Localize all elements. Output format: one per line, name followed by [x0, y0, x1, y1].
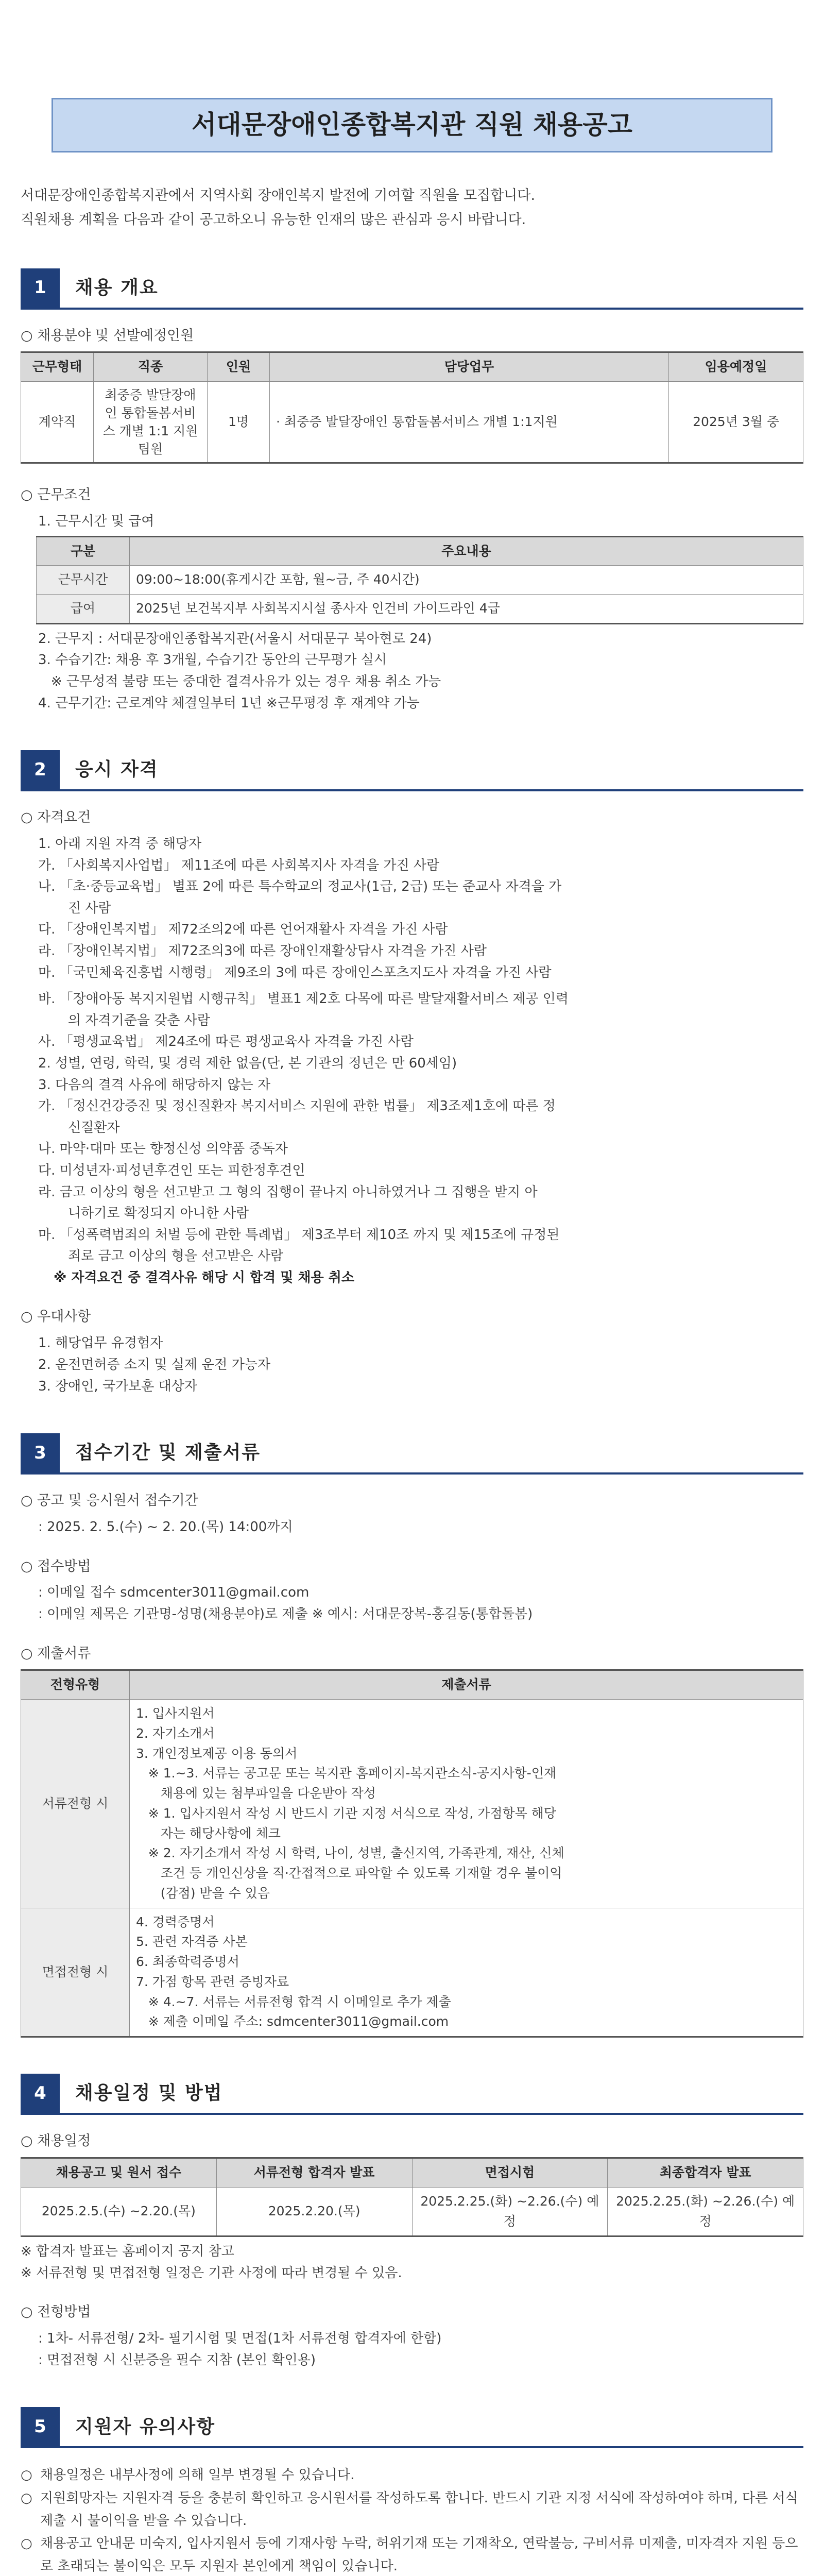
qualification-line: 죄로 금고 이상의 형을 선고받은 사람 — [68, 1248, 284, 1264]
table-cell: 계약직 — [21, 382, 94, 463]
qualification-line: 3. 다음의 결격 사유에 해당하지 않는 자 — [38, 1077, 271, 1093]
section-title: 응시 자격 — [75, 759, 159, 781]
list-item: 3. 개인정보제공 이용 동의서 — [136, 1745, 298, 1761]
list-item: ※ 4.~7. 서류는 서류전형 합격 시 이메일로 추가 제출 — [136, 1994, 451, 2009]
table-header: 채용공고 및 원서 접수 — [21, 2158, 217, 2188]
list-item: 조건 등 개인신상을 직·간접적으로 파악할 수 있도록 기재할 경우 불이익 — [136, 1866, 562, 1881]
notice-item — [21, 2464, 803, 2486]
list-item: 4. 경력증명서 — [136, 1914, 215, 1929]
table-cell: 1명 — [208, 382, 270, 463]
bullet-heading: ○ 공고 및 응시원서 접수기간 — [21, 1493, 198, 1509]
qualification-line: 마. 「국민체육진흥법 시행령」 제9조의 3에 따른 장애인스포츠지도사 자격을 가진 사람 — [38, 964, 552, 980]
intro-line: 서대문장애인종합복지관에서 지역사회 장애인복지 발전에 기여할 직원을 모집합니다. — [21, 188, 536, 204]
qualification-line: 1. 아래 지원 자격 중 해당자 — [38, 836, 202, 852]
qualification-line: 가. 「정신건강증진 및 정신질환자 복지서비스 지원에 관한 법률」 제3조제1호에 따른 정 — [38, 1098, 556, 1114]
bullet-heading: ○ 자격요건 — [21, 809, 91, 826]
section-title: 채용 개요 — [75, 277, 159, 298]
section-number: 3 — [21, 1433, 60, 1472]
list-item: 1. 입사지원서 — [136, 1706, 215, 1721]
section-title: 접수기간 및 제출서류 — [75, 1442, 261, 1464]
table-cell: 2025년 보건복지부 사회복지시설 종사자 인건비 가이드라인 4급 — [130, 595, 803, 624]
qualification-line: 진 사람 — [68, 900, 111, 916]
table-header: 주요내용 — [130, 536, 803, 566]
table-cell: 2025.2.5.(수) ~2.20.(목) — [21, 2187, 217, 2236]
table-cell: 최중증 발달장애인 통합돌봄서비스 개별 1:1 지원 팀원 — [94, 382, 208, 463]
qualification-line: 2. 성별, 연령, 학력, 및 경력 제한 없음(단, 본 기관의 정년은 만 60세임) — [38, 1055, 457, 1071]
position-table — [21, 351, 803, 464]
table-cell: 2025년 3월 중 — [669, 382, 803, 463]
notice-list — [21, 2464, 803, 2576]
qualification-line: 가. 「사회복지사업법」 제11조에 따른 사회복지사 자격을 가진 사람 — [38, 857, 440, 873]
qualification-line: ※ 자격요건 중 결격사유 해당 시 합격 및 채용 취소 — [54, 1269, 354, 1285]
section-number: 4 — [21, 2074, 60, 2113]
bullet-heading: ○ 채용일정 — [21, 2133, 91, 2149]
section-header — [21, 750, 803, 791]
qualification-line: 마. 「성폭력범죄의 처벌 등에 관한 특례법」 제3조부터 제10조 까지 및 제15조에 규정된 — [38, 1227, 560, 1243]
list-item: 자는 해당사항에 체크 — [136, 1825, 281, 1841]
list-item: 5. 관련 자격증 사본 — [136, 1934, 248, 1950]
qualification-line: 의 자격기준을 갖춘 사람 — [68, 1012, 210, 1028]
list-item: (감점) 받을 수 있음 — [136, 1885, 270, 1901]
list-item: 6. 최종학력증명서 — [136, 1954, 239, 1970]
notice-item — [21, 2532, 803, 2576]
intro-line: 직원채용 계획을 다음과 같이 공고하오니 유능한 인재의 많은 관심과 응시 바랍니다. — [21, 212, 526, 228]
qualification-list — [21, 834, 803, 1289]
list-item: ※ 1.~3. 서류는 공고문 또는 복지관 홈페이지-복지관소식-공지사항-인재 — [136, 1766, 557, 1781]
qualification-line: 바. 「장애아동 복지지원법 시행규칙」 별표1 제2호 다목에 따른 발달재활서비스 제공 인력 — [38, 991, 569, 1007]
period-text: : 2025. 2. 5.(수) ~ 2. 20.(목) 14:00까지 — [38, 1519, 293, 1535]
table-cell — [130, 1700, 803, 1908]
section-header — [21, 1433, 803, 1475]
qualification-line: 사. 「평생교육법」 제24조에 따른 평생교육사 자격을 가진 사람 — [38, 1034, 414, 1050]
note-line: ※ 합격자 발표는 홈페이지 공지 참고 — [21, 2244, 234, 2260]
table-header: 구분 — [37, 536, 130, 566]
method-line: : 이메일 접수 sdmcenter3011@gmail.com — [38, 1585, 310, 1601]
method-line: : 면접전형 시 신분증을 필수 지참 (본인 확인용) — [38, 2352, 316, 2368]
list-item: ※ 제출 이메일 주소: sdmcenter3011@gmail.com — [136, 2014, 449, 2029]
section-number: 1 — [21, 268, 60, 308]
qualification-line: 니하기로 확정되지 아니한 사람 — [68, 1206, 249, 1222]
note-line: 3. 수습기간: 채용 후 3개월, 수습기간 동안의 근무평가 실시 — [38, 652, 387, 668]
table-cell: 면접전형 시 — [21, 1908, 130, 2037]
table-header: 직종 — [94, 352, 208, 382]
qualification-line: 다. 「장애인복지법」 제72조의2에 따른 언어재활사 자격을 가진 사람 — [38, 922, 448, 938]
section-header — [21, 2074, 803, 2115]
qualification-line: 다. 미성년자·피성년후견인 또는 피한정후견인 — [38, 1162, 305, 1178]
qualification-line — [21, 984, 803, 989]
notice-text: 채용일정은 내부사정에 의해 일부 변경될 수 있습니다. — [40, 2467, 355, 2483]
list-item: 2. 자기소개서 — [136, 1725, 215, 1741]
note-line: ※ 근무성적 불량 또는 중대한 결격사유가 있는 경우 채용 취소 가능 — [38, 673, 441, 689]
bullet-heading: ○ 전형방법 — [21, 2304, 91, 2320]
table-header: 인원 — [208, 352, 270, 382]
recruitment-notice — [21, 10, 803, 2576]
table-cell — [130, 1908, 803, 2037]
notice-mark: ○ — [21, 2536, 32, 2552]
note-line: 4. 근무기간: 근로계약 체결일부터 1년 ※근무평정 후 재계약 가능 — [38, 695, 420, 711]
method-line: : 이메일 제목은 기관명-성명(채용분야)로 제출 ※ 예시: 서대문장복-홍길동(통합돌봄) — [38, 1606, 533, 1622]
table-cell: 2025.2.25.(화) ~2.26.(수) 예정 — [608, 2187, 803, 2236]
notice-text: 지원희망자는 지원자격 등을 충분히 확인하고 응시원서를 작성하도록 합니다. 반드시 기관 지정 서식에 작성하여야 하며, 다른 서식 제출 시 불이익을 받을 수 있습니다. — [40, 2490, 802, 2529]
notice-text: 채용공고 안내문 미숙지, 입사지원서 등에 기재사항 누락, 허위기재 또는 기재착오, 연락불능, 구비서류 미제출, 미자격자 지원 등으로 초래되는 불이익은 모두 지원자 본인에게 책임이 있습니다. — [40, 2536, 798, 2574]
qualification-line: 라. 「장애인복지법」 제72조의3에 따른 장애인재활상담사 자격을 가진 사람 — [38, 943, 487, 959]
bullet-heading: ○ 접수방법 — [21, 1558, 91, 1574]
documents-table — [21, 1669, 803, 2038]
table-cell: 근무시간 — [37, 566, 130, 595]
list-item: 3. 장애인, 국가보훈 대상자 — [38, 1378, 198, 1394]
table-header: 제출서류 — [130, 1670, 803, 1700]
table-header: 서류전형 합격자 발표 — [216, 2158, 412, 2188]
list-item: ※ 1. 입사지원서 작성 시 반드시 기관 지정 서식으로 작성, 가점항목 해당 — [136, 1805, 557, 1821]
table-header: 전형유형 — [21, 1670, 130, 1700]
condition-table — [36, 536, 803, 624]
qualification-line: 신질환자 — [68, 1120, 120, 1136]
table-cell: 서류전형 시 — [21, 1700, 130, 1908]
notice-mark: ○ — [21, 2490, 32, 2506]
qualification-line: 나. 마약·대마 또는 향정신성 의약품 중독자 — [38, 1141, 288, 1157]
table-header: 임용예정일 — [669, 352, 803, 382]
page-title: 서대문장애인종합복지관 직원 채용공고 — [52, 98, 772, 152]
table-header: 면접시험 — [412, 2158, 608, 2188]
qualification-line: 나. 「초·중등교육법」 별표 2에 따른 특수학교의 정교사(1급, 2급) 또는 준교사 자격을 가 — [38, 879, 562, 895]
table-header: 근무형태 — [21, 352, 94, 382]
table-cell: 2025.2.20.(목) — [216, 2187, 412, 2236]
list-item: 1. 해당업무 유경험자 — [38, 1335, 163, 1351]
table-cell: 09:00~18:00(휴게시간 포함, 월~금, 주 40시간) — [130, 566, 803, 595]
table-cell: 2025.2.25.(화) ~2.26.(수) 예정 — [412, 2187, 608, 2236]
table-header: 담당업무 — [270, 352, 669, 382]
section-number: 5 — [21, 2407, 60, 2446]
table-cell: 급여 — [37, 595, 130, 624]
table-header: 최종합격자 발표 — [608, 2158, 803, 2188]
bullet-heading: ○ 채용분야 및 선발예정인원 — [21, 327, 194, 344]
section-title: 지원자 유의사항 — [75, 2416, 215, 2437]
table-cell: · 최중증 발달장애인 통합돌봄서비스 개별 1:1지원 — [270, 382, 669, 463]
method-line: : 1차- 서류전형/ 2차- 필기시험 및 면접(1차 서류전형 합격자에 한함) — [38, 2331, 442, 2347]
section-header — [21, 268, 803, 310]
list-item: 2. 운전면허증 소지 및 실제 운전 가능자 — [38, 1357, 271, 1372]
qualification-line: 라. 금고 이상의 형을 선고받고 그 형의 집행이 끝나지 아니하였거나 그 집행을 받지 아 — [38, 1184, 538, 1200]
bullet-heading: ○ 제출서류 — [21, 1645, 91, 1662]
section-header — [21, 2407, 803, 2448]
section-title: 채용일정 및 방법 — [75, 2082, 223, 2104]
list-item: 채용에 있는 첨부파일을 다운받아 작성 — [136, 1786, 376, 1801]
note-line: ※ 서류전형 및 면접전형 일정은 기관 사정에 따라 변경될 수 있음. — [21, 2265, 402, 2281]
schedule-table — [21, 2157, 803, 2237]
section-number: 2 — [21, 750, 60, 789]
notice-mark: ○ — [21, 2467, 32, 2483]
notice-item — [21, 2487, 803, 2532]
sub-heading: 1. 근무시간 및 급여 — [38, 513, 154, 529]
bullet-heading: ○ 우대사항 — [21, 1309, 91, 1325]
list-item: 7. 가점 항목 관련 증빙자료 — [136, 1974, 289, 1989]
list-item: ※ 2. 자기소개서 작성 시 학력, 나이, 성별, 출신지역, 가족관계, 재산, 신체 — [136, 1845, 564, 1861]
bullet-heading: ○ 근무조건 — [21, 487, 91, 503]
intro-text — [21, 183, 803, 232]
note-line: 2. 근무지 : 서대문장애인종합복지관(서울시 서대문구 북아현로 24) — [38, 631, 432, 647]
